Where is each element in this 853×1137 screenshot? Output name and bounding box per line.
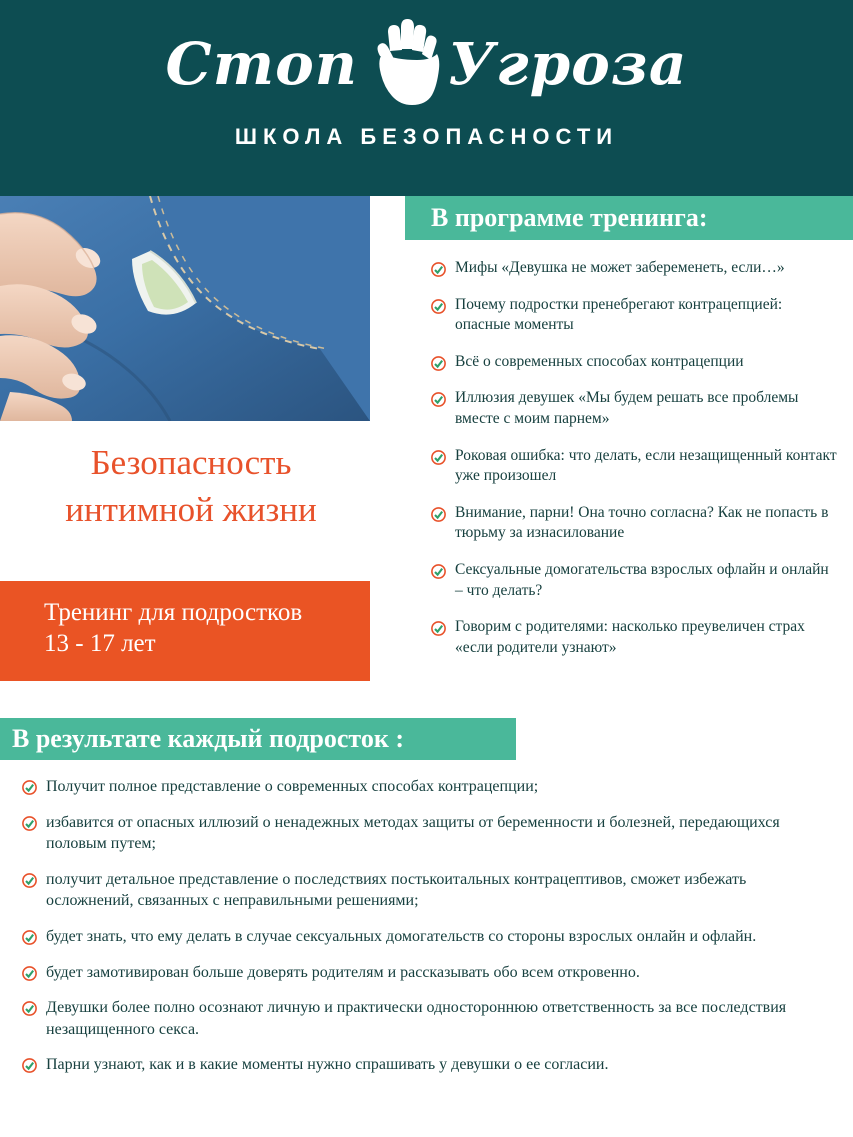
brand-logo (0, 18, 853, 150)
program-heading-label: В программе тренинга: (431, 203, 708, 232)
poster-title (0, 421, 370, 581)
check-circle-icon (22, 966, 37, 981)
check-circle-icon (22, 930, 37, 945)
list-item (431, 560, 839, 601)
check-circle-icon (22, 816, 37, 831)
list-item-label: Говорим с родителями: насколько преувеличен страх «если родители узнают» (455, 618, 805, 656)
logo-word-left: Стоп (165, 30, 358, 98)
program-section (405, 196, 853, 675)
list-item-label: избавится от опасных иллюзий о ненадежных методах защиты от беременности и болезней, передающихся половым путем; (46, 813, 780, 853)
list-item (22, 812, 827, 855)
list-item (431, 295, 839, 336)
check-circle-icon (431, 299, 446, 314)
list-item (431, 352, 839, 373)
audience-band (0, 581, 370, 681)
title-line-1: Безопасность (90, 443, 292, 482)
check-circle-icon (431, 564, 446, 579)
check-circle-icon (22, 1058, 37, 1073)
left-column (0, 196, 370, 716)
program-list (405, 258, 853, 659)
audience-line-2: 13 - 17 лет (44, 629, 156, 657)
list-item (431, 388, 839, 429)
page-header (0, 0, 853, 196)
program-heading (405, 196, 853, 240)
list-item (22, 962, 827, 984)
list-item (22, 1054, 827, 1076)
logo-line (0, 18, 853, 110)
list-item (431, 503, 839, 544)
list-item-label: будет знать, что ему делать в случае сексуальных домогательств со стороны взрослых онлайн и офлайн. (46, 927, 757, 945)
list-item-label: Получит полное представление о современных способах контрацепции; (46, 778, 539, 795)
list-item (431, 258, 839, 279)
list-item-label: Внимание, парни! Она точно согласна? Как не попасть в тюрьму за изнасилование (455, 503, 829, 542)
list-item-label: Роковая ошибка: что делать, если незащищенный контакт уже произошел (455, 446, 837, 485)
check-circle-icon (431, 262, 446, 277)
list-item-label: Иллюзия девушек «Мы будем решать все проблемы вместе с моим парнем» (455, 389, 799, 428)
result-heading-label: В результате каждый подросток : (12, 724, 404, 753)
logo-subtitle: ШКОЛА БЕЗОПАСНОСТИ (234, 124, 619, 149)
check-circle-icon (22, 1001, 37, 1016)
list-item (22, 926, 827, 948)
list-item-label: Всё о современных способах контрацепции (455, 352, 744, 370)
check-circle-icon (431, 507, 446, 522)
check-circle-icon (22, 873, 37, 888)
result-section (0, 718, 853, 1076)
list-item-label: Парни узнают, как и в какие моменты нужно спрашивать у девушки о ее согласии. (46, 1056, 609, 1074)
hand-palm-icon (360, 18, 446, 110)
list-item-label: получит детальное представление о последствиях постькоитальных контрацептивов, сможет избежать осложнений, связанных с неправильными решениями; (46, 870, 747, 910)
page-title (28, 439, 354, 534)
check-circle-icon (22, 780, 37, 795)
check-circle-icon (431, 392, 446, 407)
check-circle-icon (431, 450, 446, 465)
list-item (22, 997, 827, 1040)
list-item (431, 446, 839, 487)
check-circle-icon (431, 356, 446, 371)
result-list (0, 760, 853, 1076)
list-item-label: будет замотивирован больше доверять родителям и рассказывать обо всем откровенно. (46, 963, 640, 981)
list-item (22, 869, 827, 912)
list-item (431, 617, 839, 658)
result-heading (0, 718, 516, 760)
photo-condom-in-jeans-pocket (0, 196, 370, 421)
list-item-label: Девушки более полно осознают личную и практически одностороннюю ответственность за все последствия незащищенного секса. (46, 999, 787, 1038)
list-item (22, 776, 827, 798)
check-circle-icon (431, 621, 446, 636)
list-item-label: Почему подростки пренебрегают контрацепцией: опасные моменты (455, 295, 783, 334)
title-line-2: интимной жизни (65, 490, 317, 530)
list-item-label: Сексуальные домогательства взрослых офлайн и онлайн – что делать? (455, 561, 829, 599)
audience-line-1: Тренинг для подростков (44, 599, 303, 626)
list-item-label: Мифы «Девушка не может забеременеть, если…» (455, 259, 785, 276)
middle-section (0, 196, 853, 716)
logo-word-right: Угроза (447, 30, 688, 98)
